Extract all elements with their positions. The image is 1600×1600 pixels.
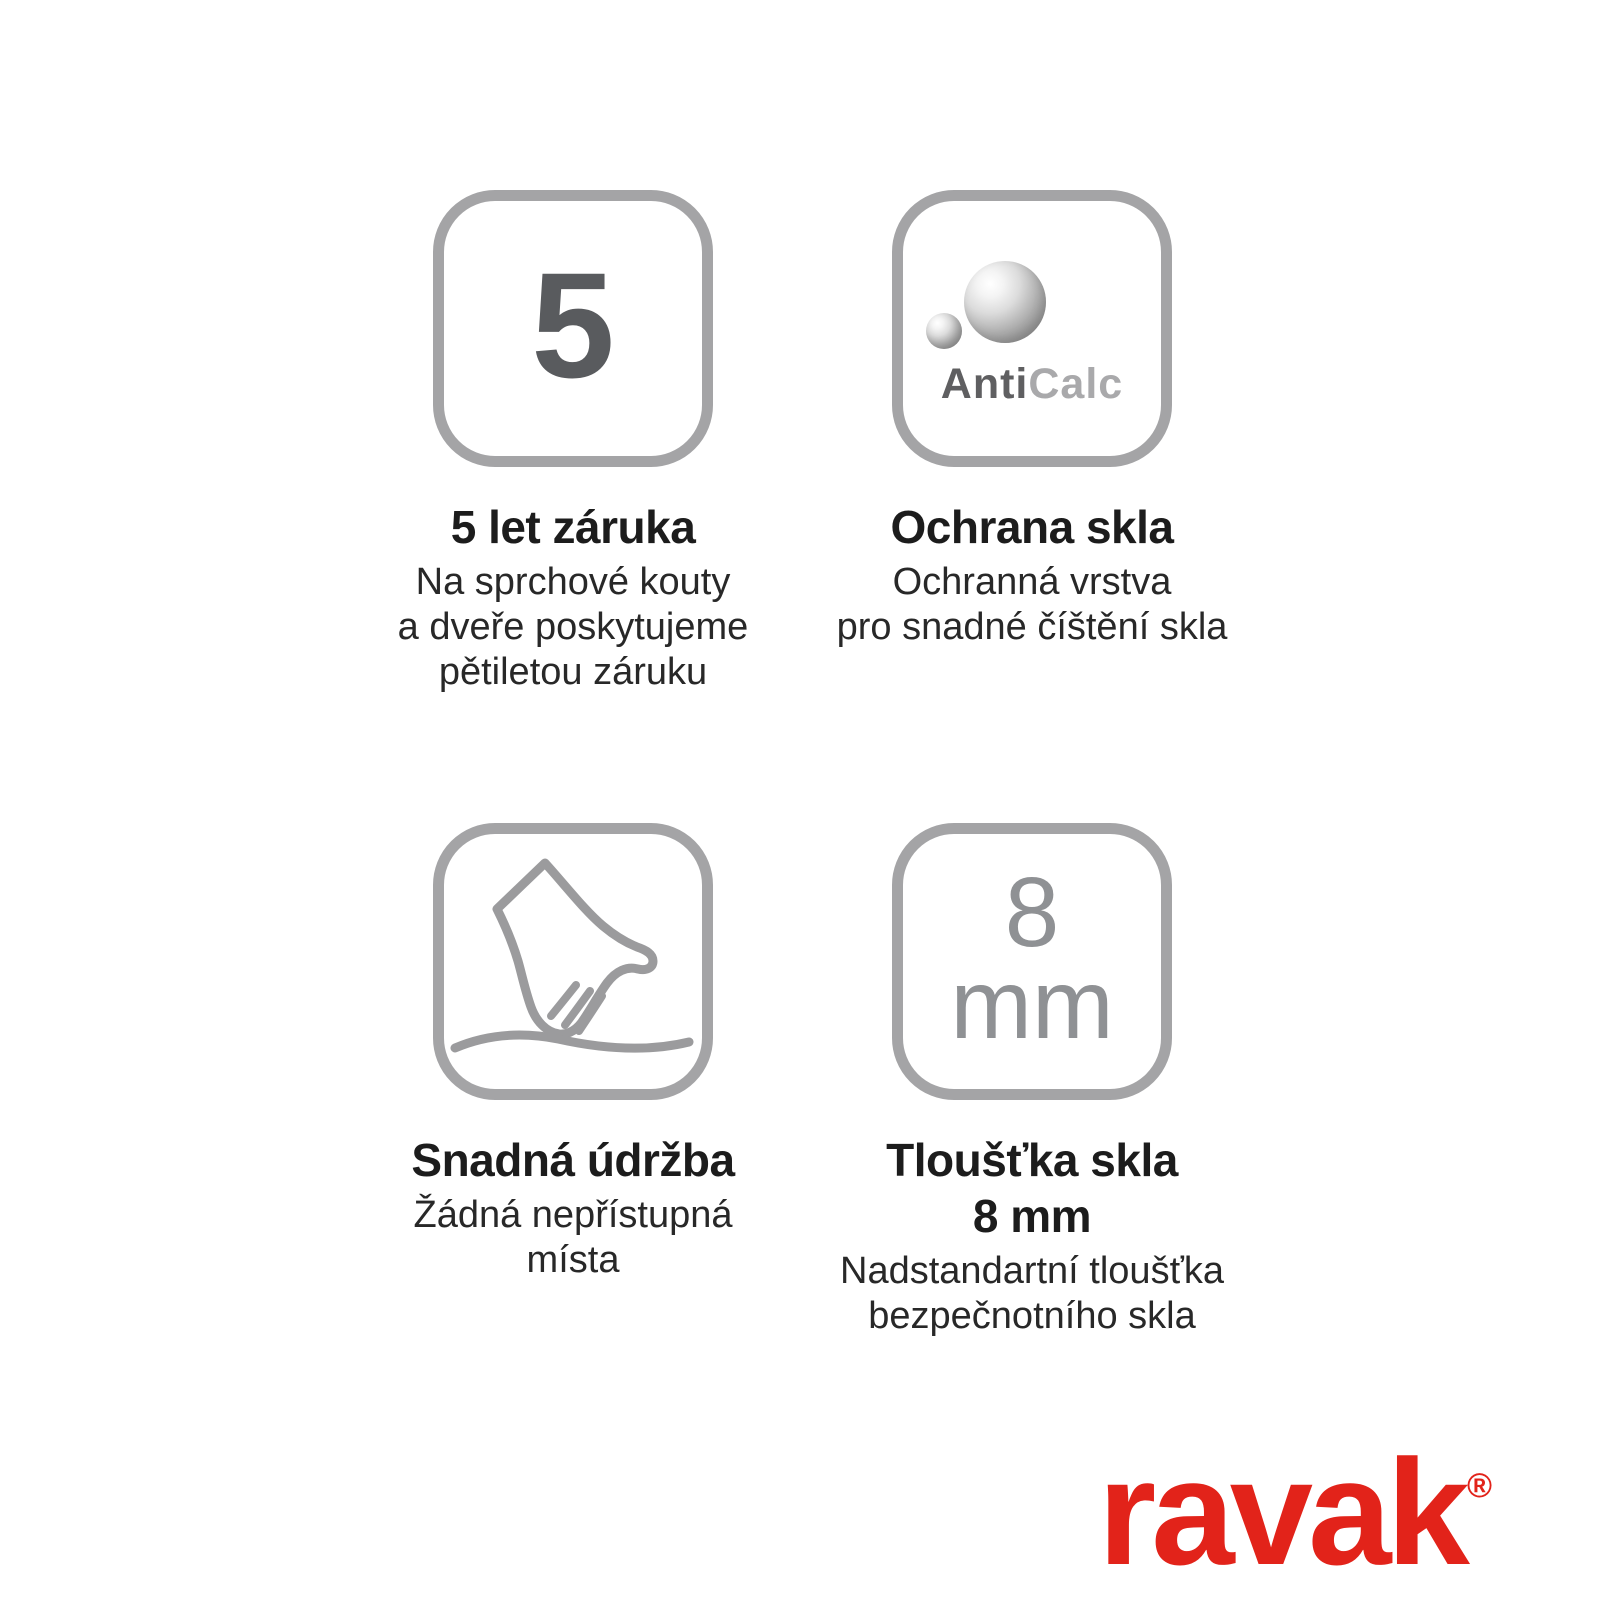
feature-glass-protection [797,190,1267,650]
anticalc-calc-text: Calc [1028,360,1124,408]
feature-title: 5 let záruka [450,501,696,553]
feature-easy-maintenance [338,823,808,1283]
feature-subtitle-line: bezpečnotního skla [868,1295,1196,1337]
feature-subtitle-line: pětiletou záruku [438,651,708,693]
feature-subtitle-line: místa [526,1239,620,1281]
feature-subtitle-line: pro snadné číštění skla [836,606,1228,648]
hand-wipe-icon [433,823,713,1100]
feature-subtitle-line: a dveře poskytujeme [397,606,749,648]
five-badge-icon [433,190,713,467]
feature-subtitle [797,1249,1267,1339]
anticalc-bubbles-icon [892,190,1172,467]
feature-warranty [338,190,808,695]
feature-title: Tloušťka skla [886,1134,1178,1186]
feature-title: Snadná údržba [411,1134,735,1186]
feature-subtitle-line: Na sprchové kouty [415,561,731,603]
feature-subtitle-line: Nadstandartní tloušťka [840,1250,1224,1292]
water-drop-small-icon [926,313,962,349]
thickness-unit: mm [950,948,1114,1059]
thickness-value: 8 [1004,856,1060,967]
feature-title-line2: 8 mm [972,1190,1092,1242]
five-number: 5 [531,240,615,409]
anticalc-wordmark [903,360,1161,408]
feature-subtitle [338,560,808,695]
feature-subtitle [797,560,1267,650]
ravak-logo [1097,1428,1492,1596]
ravak-wordmark: ravak [1097,1428,1465,1596]
anticalc-anti-text: Anti [940,360,1029,408]
feature-title: Ochrana skla [890,501,1174,553]
registered-trademark-mark: ® [1466,1467,1492,1505]
feature-glass-thickness [797,823,1267,1339]
water-drop-large-icon [964,261,1046,343]
hand-wipe-drawing [433,823,713,1100]
feature-subtitle-line: Žádná nepřístupná [413,1194,733,1236]
feature-subtitle-line: Ochranná vrstva [892,561,1172,603]
feature-subtitle [338,1193,808,1283]
glass-thickness-icon [892,823,1172,1100]
